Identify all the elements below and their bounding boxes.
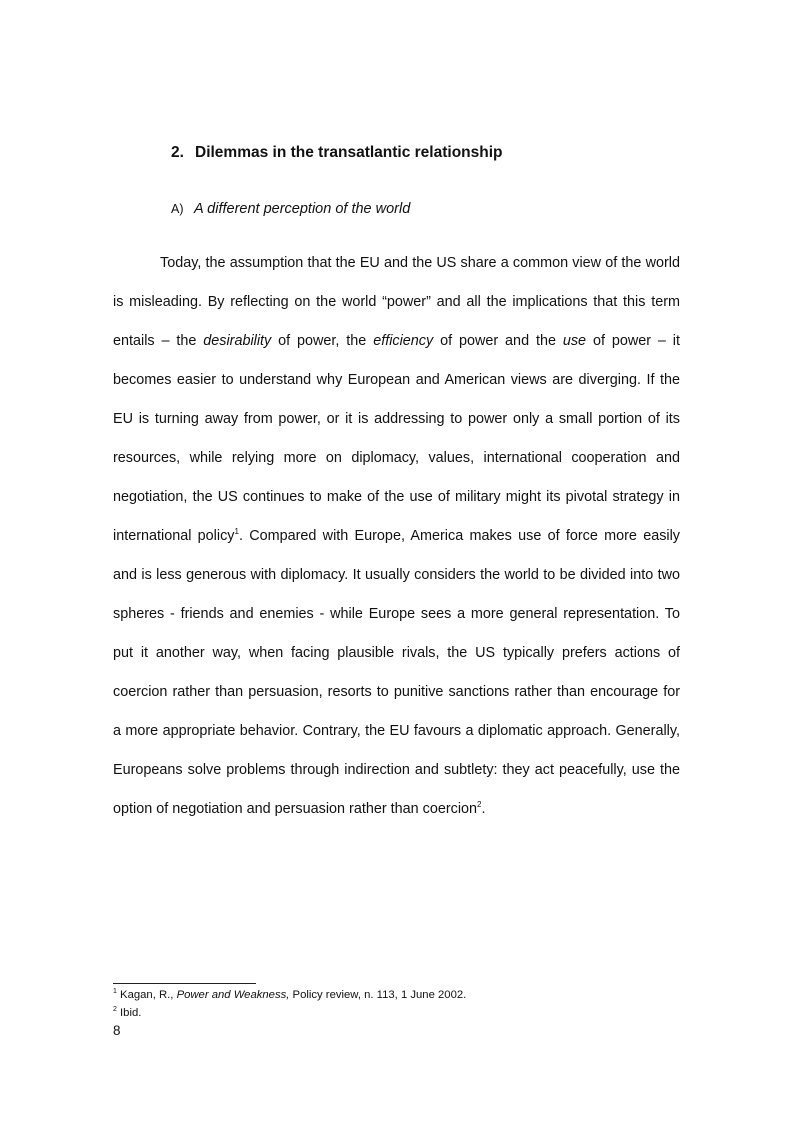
page-number: 8 bbox=[113, 1023, 121, 1038]
footnote-ref-2[interactable]: 2 bbox=[477, 800, 482, 810]
section-title: Dilemmas in the transatlantic relationship bbox=[195, 144, 503, 161]
section-number: 2. bbox=[171, 144, 184, 161]
subsection-letter: A) bbox=[171, 202, 184, 216]
footnote-2-text: Ibid. bbox=[116, 1007, 142, 1019]
emphasis-use: use bbox=[562, 333, 587, 349]
subsection-heading bbox=[171, 201, 410, 217]
footnote-separator bbox=[113, 983, 256, 984]
footnote-1-mark: 1 bbox=[113, 988, 117, 996]
footnote-1-title: Power and Weakness, bbox=[176, 989, 290, 1001]
paragraph-text-6: . bbox=[481, 801, 486, 817]
section-heading bbox=[171, 144, 503, 162]
footnote-1-source: Policy review, n. 113, 1 June 2002. bbox=[289, 989, 467, 1001]
emphasis-desirability: desirability bbox=[203, 333, 272, 349]
paragraph-text-3: of power and the bbox=[433, 333, 563, 349]
subsection-title: A different perception of the world bbox=[194, 201, 411, 217]
body-paragraph bbox=[113, 244, 680, 829]
paragraph-text-5: . Compared with Europe, America makes use of force more easily and is less generous with diplomacy. It usually considers the world to be divided into two spheres - friends and enemies - while Europe sees a more general representation. To put it another way, when facing plausible rivals, the US typically prefers actions of coercion rather than persuasion, resorts to punitive sanctions rather than encourage for a more appropriate behavior. Contrary, the EU favours a diplomatic approach. Generally, Europeans solve problems through indirection and subtlety: they act peacefully, use the option of negotiation and persuasion rather than coercion bbox=[113, 528, 680, 817]
paragraph-text-4: of power – it becomes easier to understand why European and American views are diverging. If the EU is turning away from power, or it is addressing to power only a small portion of its resources, while relying more on diplomacy, values, international cooperation and negotiation, the US continues to make of the use of military might its pivotal strategy in international policy bbox=[113, 333, 681, 544]
footnote-ref-1[interactable]: 1 bbox=[234, 527, 239, 537]
emphasis-efficiency: efficiency bbox=[373, 333, 434, 349]
paragraph-text-2: of power, the bbox=[271, 333, 374, 349]
footnote-1 bbox=[113, 988, 466, 1002]
footnote-2-mark: 2 bbox=[113, 1006, 117, 1014]
paragraph-text-1: Today, the assumption that the EU and the US share a common view of the world is misleading. By reflecting on the world “power” and all the implications that this term entails – the bbox=[113, 255, 680, 349]
footnote-1-author: Kagan, R., bbox=[116, 989, 177, 1001]
footnote-2 bbox=[113, 1006, 141, 1020]
